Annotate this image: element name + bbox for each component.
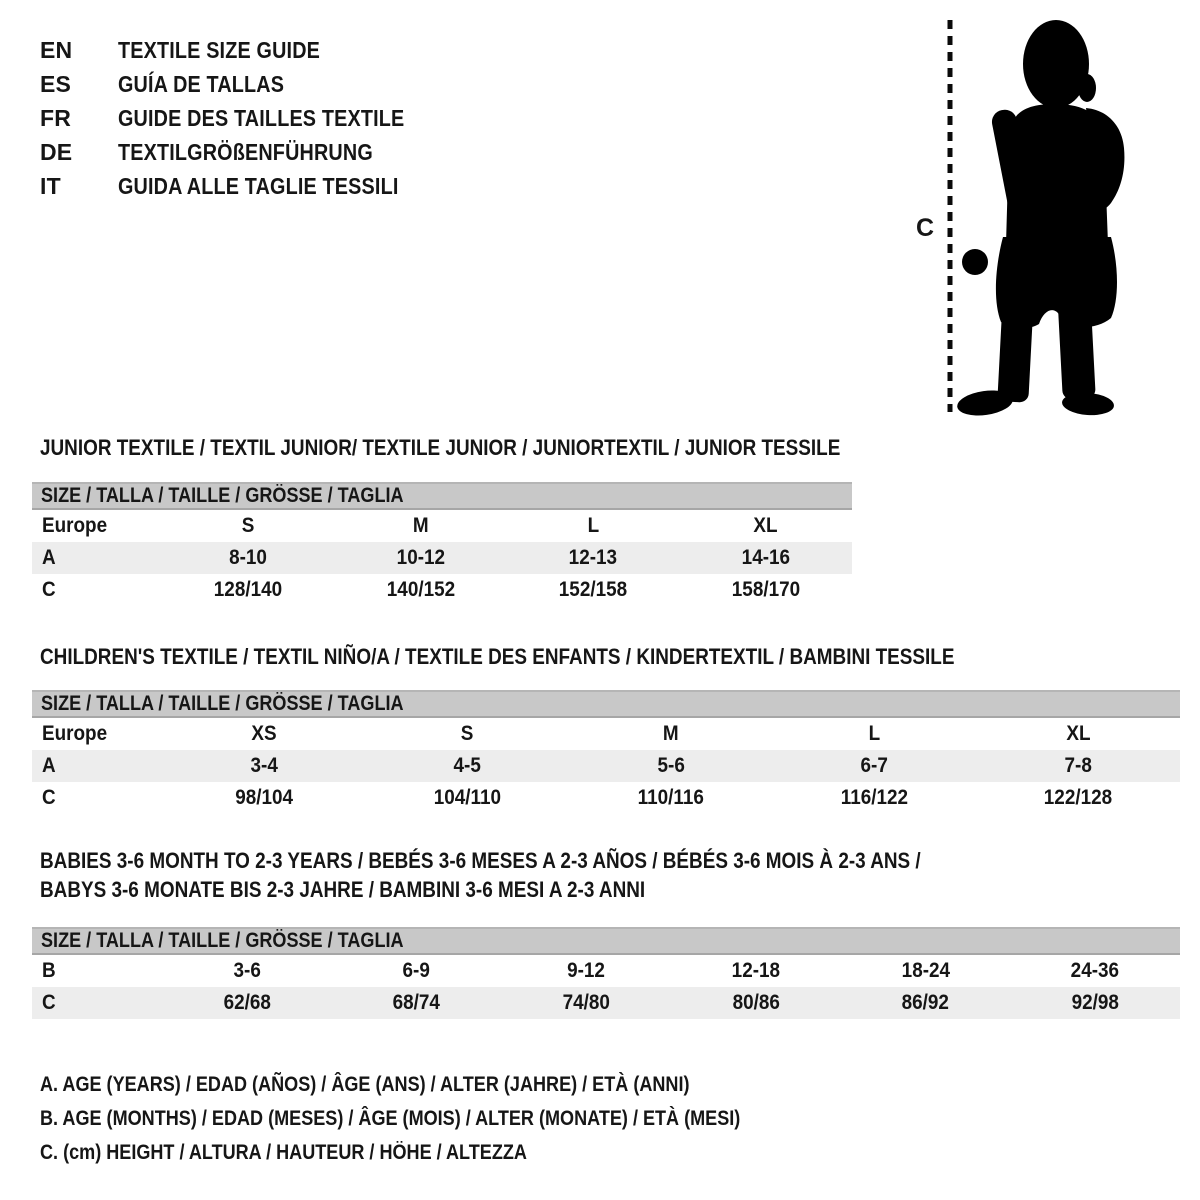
age-cell: 14-16 [741, 546, 790, 569]
size-cell: L [868, 722, 881, 745]
height-cell: 92/98 [1071, 991, 1119, 1014]
table-row [32, 750, 1180, 782]
table-row [32, 987, 1180, 1019]
height-cell: 140/152 [386, 578, 455, 601]
age-cell: 7-8 [1064, 754, 1092, 777]
language-row [40, 135, 451, 169]
age-cell: 18-24 [901, 959, 950, 982]
size-cell: M [412, 514, 429, 537]
language-code: IT [40, 172, 61, 199]
height-cell: 104/110 [433, 786, 502, 809]
baby-silhouette-illustration [940, 12, 1143, 417]
guide-title: TEXTILGRÖßENFÜHRUNG [118, 138, 373, 165]
size-header-bar: SIZE / TALLA / TAILLE / GRÖSSE / TAGLIA [32, 482, 852, 510]
table-row [32, 510, 852, 542]
age-cell: 6-9 [402, 959, 431, 982]
language-row [40, 101, 451, 135]
section-title-children: CHILDREN'S TEXTILE / TEXTIL NIÑO/A / TEXTILE DES ENFANTS / KINDERTEXTIL / BAMBINI TESSILE [40, 644, 955, 669]
language-row [40, 169, 451, 203]
age-cell: 9-12 [567, 959, 606, 982]
height-cell: 86/92 [901, 991, 950, 1014]
row-label: B [42, 959, 56, 982]
legend-line-b: B. AGE (MONTHS) / EDAD (MESES) / ÂGE (MOIS) / ALTER (MONATE) / ETÀ (MESI) [40, 1107, 741, 1130]
table-row [32, 574, 852, 606]
age-cell: 3-6 [233, 959, 261, 982]
age-cell: 12-13 [569, 546, 618, 569]
size-cell: XL [753, 514, 778, 537]
junior-size-table [32, 482, 852, 606]
age-cell: 10-12 [396, 546, 445, 569]
language-row [40, 67, 451, 101]
language-code: ES [40, 70, 72, 97]
guide-title: TEXTILE SIZE GUIDE [118, 36, 321, 63]
size-header-bar: SIZE / TALLA / TAILLE / GRÖSSE / TAGLIA [32, 690, 1180, 718]
table-row [32, 955, 1180, 987]
size-cell: XS [251, 722, 277, 745]
row-label: Europe [42, 722, 108, 745]
row-label: A [42, 546, 56, 569]
language-code: EN [40, 36, 73, 63]
section-title-babies: BABIES 3-6 MONTH TO 2-3 YEARS / BEBÉS 3-6 MESES A 2-3 AÑOS / BÉBÉS 3-6 MOIS À 2-3 ANS / BABYS 3-6 MONATE BIS 2-3 JAHRE / BAMBINI 3-6 MESI A 2-3 ANNI [40, 848, 921, 902]
size-cell: XL [1066, 722, 1091, 745]
age-cell: 3-4 [250, 754, 278, 777]
table-row [32, 782, 1180, 814]
size-cell: S [461, 722, 474, 745]
language-code: DE [40, 138, 73, 165]
children-size-table [32, 690, 1180, 814]
age-cell: 12-18 [731, 959, 781, 982]
row-label: C [42, 991, 56, 1014]
section-title-junior: JUNIOR TEXTILE / TEXTIL JUNIOR/ TEXTILE JUNIOR / JUNIORTEXTIL / JUNIOR TESSILE [40, 435, 841, 460]
height-cell: 128/140 [214, 578, 283, 601]
height-cell: 152/158 [559, 578, 628, 601]
size-header-bar: SIZE / TALLA / TAILLE / GRÖSSE / TAGLIA [32, 927, 1180, 955]
measure-legend [40, 1068, 854, 1170]
guide-title: GUIDE DES TAILLES TEXTILE [118, 104, 405, 131]
height-cell: 98/104 [234, 786, 293, 809]
table-row [32, 542, 852, 574]
language-code: FR [40, 104, 72, 131]
row-label: A [42, 754, 56, 777]
age-cell: 5-6 [657, 754, 685, 777]
height-cell: 158/170 [731, 578, 800, 601]
height-cell: 110/116 [637, 786, 705, 809]
age-cell: 6-7 [860, 754, 889, 777]
row-label: Europe [42, 514, 108, 537]
age-cell: 24-36 [1070, 959, 1120, 982]
height-cell: 74/80 [562, 991, 610, 1014]
language-row [40, 33, 451, 67]
table-row [32, 718, 1180, 750]
language-title-list [40, 33, 451, 203]
guide-title: GUIDA ALLE TAGLIE TESSILI [118, 172, 399, 199]
legend-line-c: C. (cm) HEIGHT / ALTURA / HAUTEUR / HÖHE / ALTEZZA [40, 1141, 527, 1164]
age-cell: 4-5 [453, 754, 482, 777]
legend-line-a: A. AGE (YEARS) / EDAD (AÑOS) / ÂGE (ANS) / ALTER (JAHRE) / ETÀ (ANNI) [40, 1073, 690, 1096]
babies-size-table [32, 927, 1180, 1019]
size-cell: S [241, 514, 255, 537]
size-cell: L [587, 514, 600, 537]
height-cell: 62/68 [223, 991, 271, 1014]
row-label: C [42, 578, 56, 601]
height-cell: 122/128 [1044, 786, 1113, 809]
height-cell: 116/122 [840, 786, 909, 809]
age-cell: 8-10 [229, 546, 268, 569]
height-measure-label: C [916, 214, 935, 242]
row-label: C [42, 786, 56, 809]
height-cell: 80/86 [732, 991, 780, 1014]
size-cell: M [663, 722, 679, 745]
height-cell: 68/74 [392, 991, 441, 1014]
guide-title: GUÍA DE TALLAS [118, 70, 285, 97]
